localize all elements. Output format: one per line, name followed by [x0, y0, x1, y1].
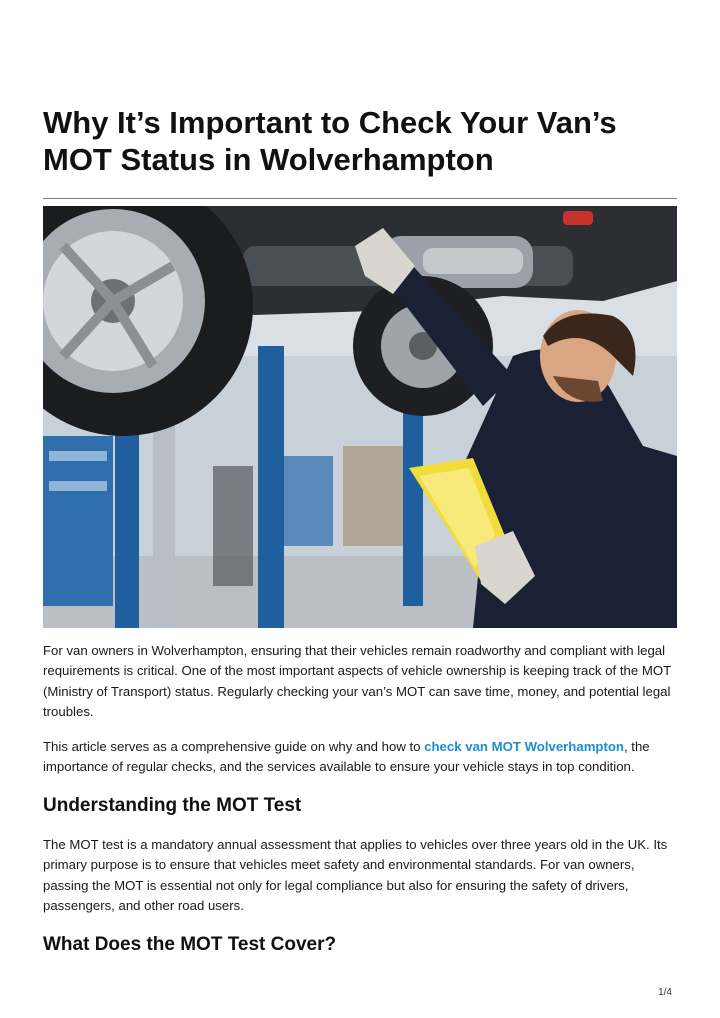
section-1-paragraph: The MOT test is a mandatory annual assessment that applies to vehicles over three years old in the UK. Its primary purpose is to ensure that vehicles meet safety and environmental standards. For van owners, passing the MOT is essential not only for legal compliance but also for ensuring the safety of drivers, passengers, and other road users.	[43, 837, 668, 914]
intro-paragraph: For van owners in Wolverhampton, ensuring that their vehicles remain roadworthy and compliant with legal requirements is critical. One of the most important aspects of vehicle ownership is keeping track of the MOT (Ministry of Transport) status. Regularly checking your van’s MOT can save time, money, and potential legal troubles.	[43, 643, 671, 720]
title-divider	[43, 198, 677, 199]
guide-paragraph-text-end: , the importance of regular checks, and the services available to ensure your vehicle stays in top condition.	[43, 739, 650, 775]
hero-image-mechanic-inspecting-car	[43, 206, 677, 628]
check-van-mot-link[interactable]: check van MOT Wolverhampton	[424, 739, 624, 754]
page-number: 1/4	[658, 987, 672, 998]
section-heading-understanding-mot: Understanding the MOT Test	[43, 795, 302, 816]
guide-paragraph	[43, 737, 677, 778]
section-heading-mot-coverage: What Does the MOT Test Cover?	[43, 934, 337, 955]
page-title: Why It’s Important to Check Your Van’s MOT Status in Wolverhampton	[43, 105, 617, 177]
guide-paragraph-text-start: This article serves as a comprehensive guide on why and how to	[43, 739, 425, 754]
